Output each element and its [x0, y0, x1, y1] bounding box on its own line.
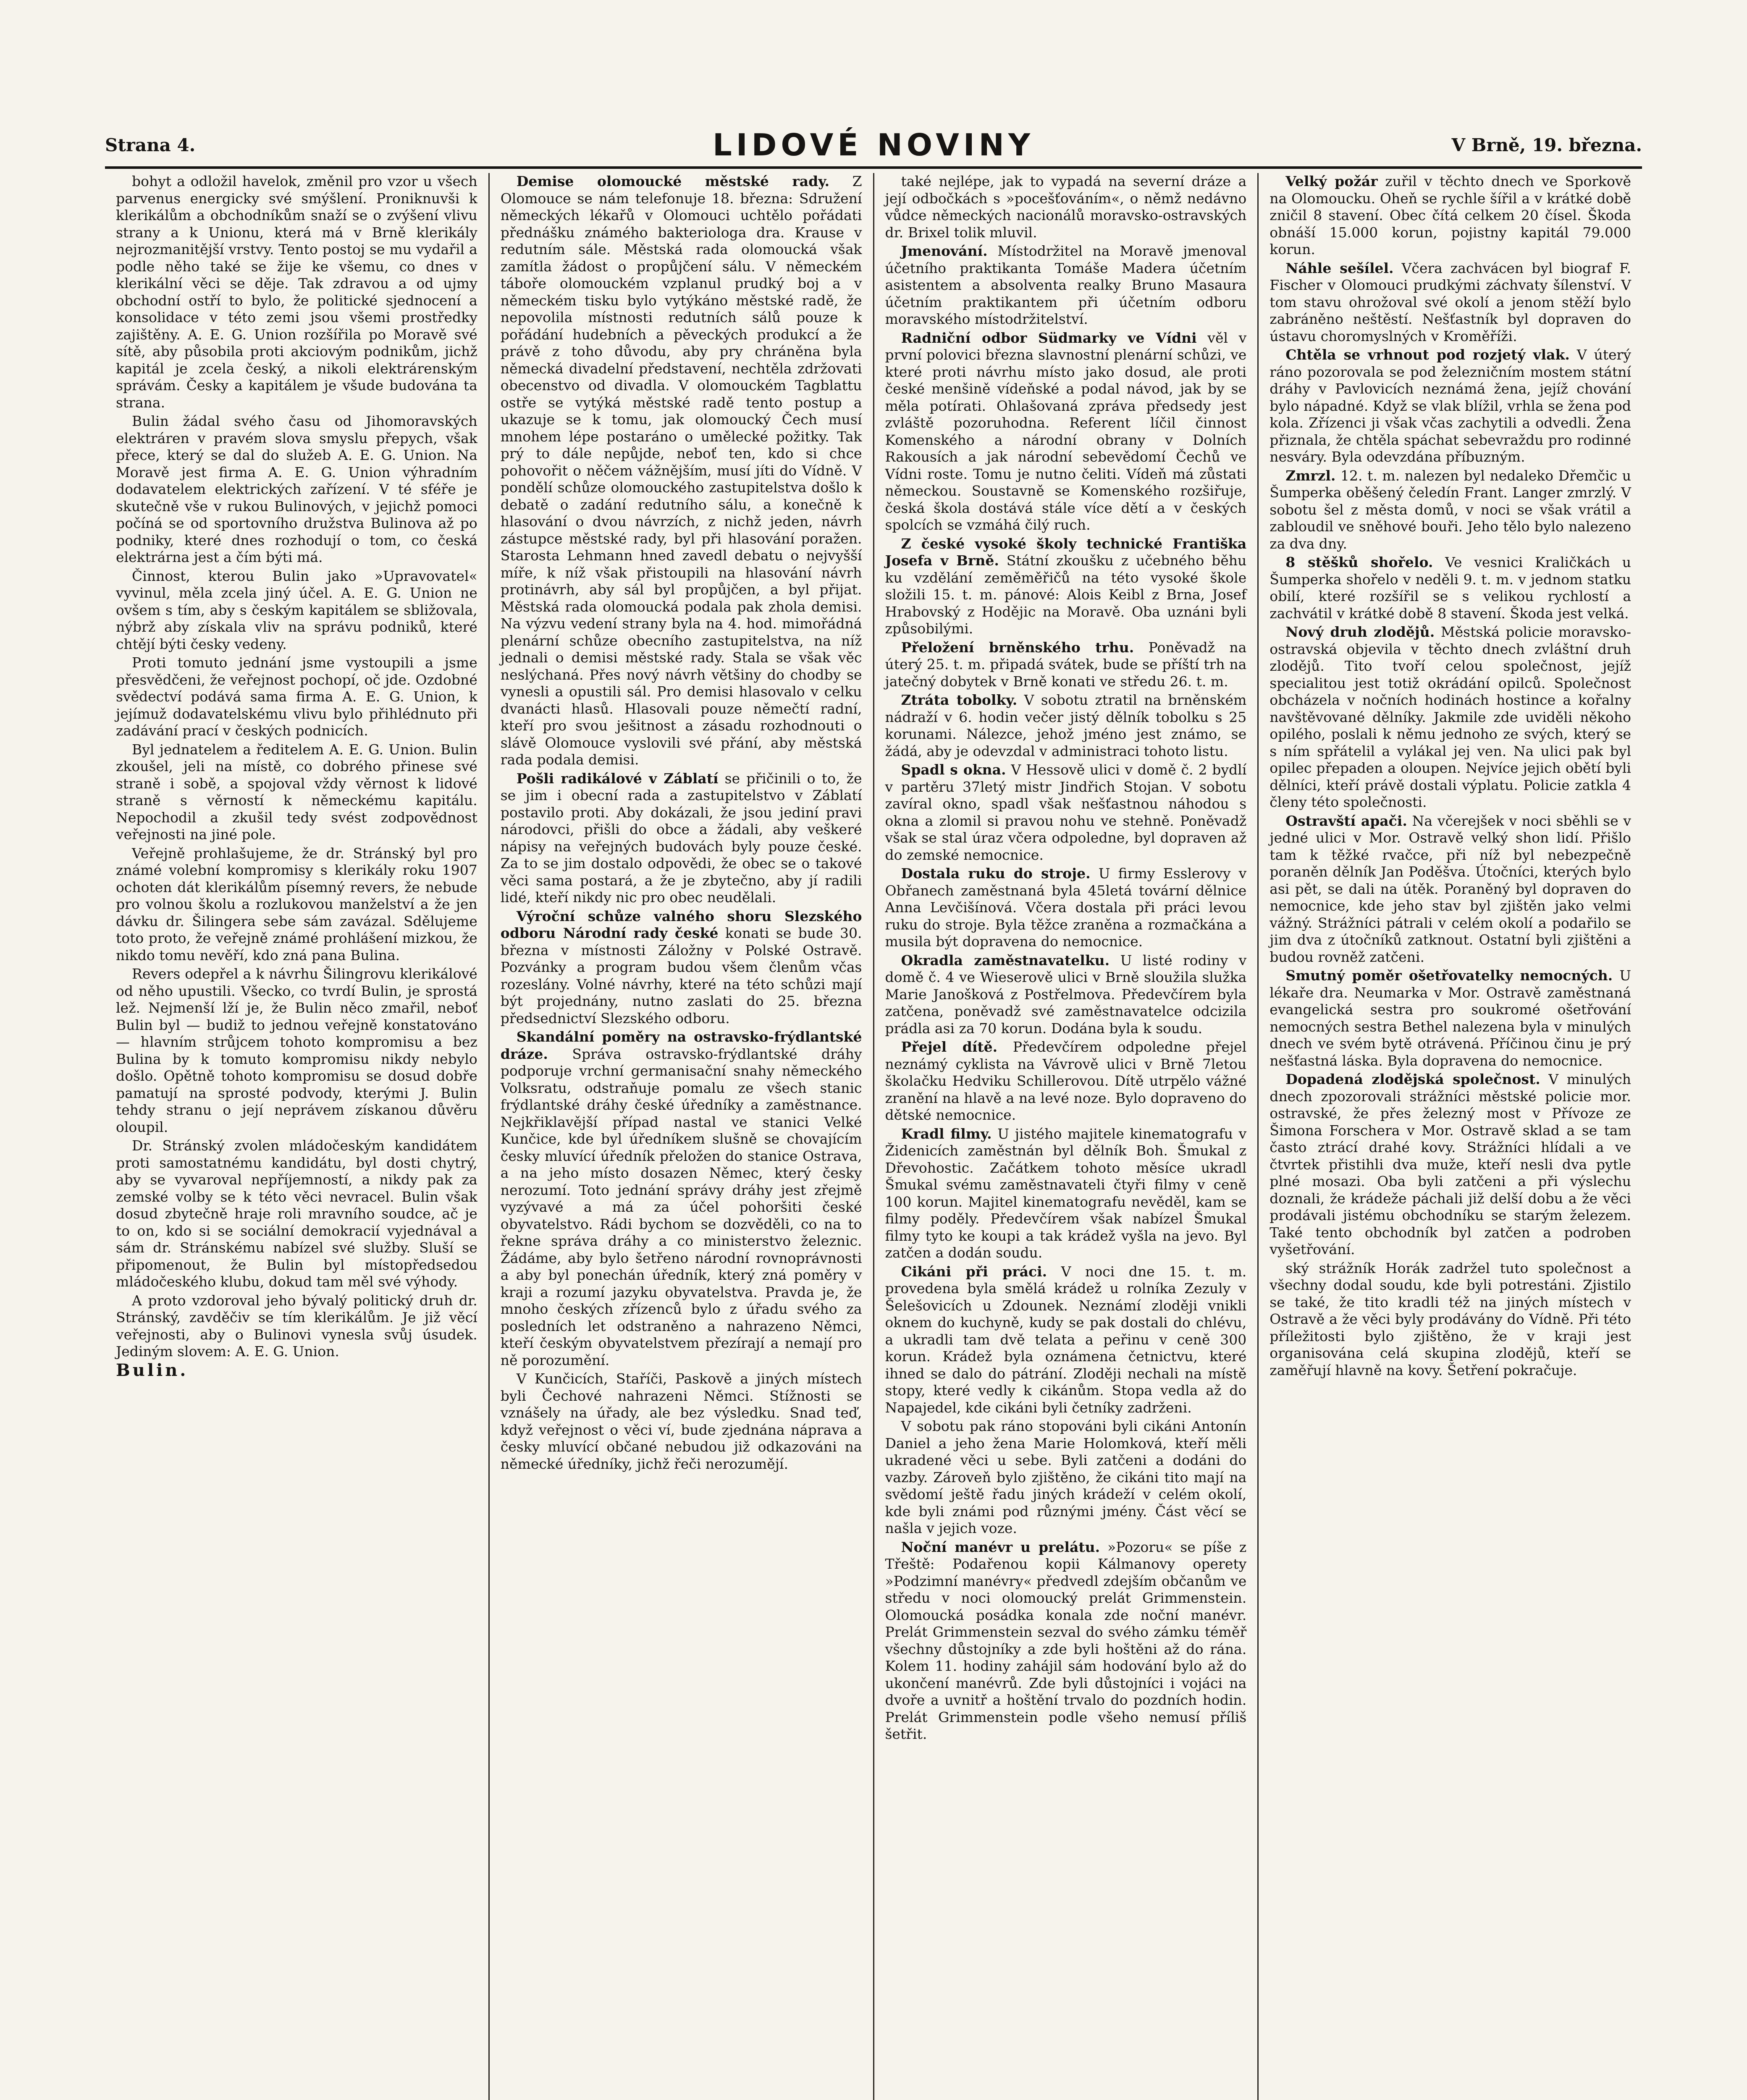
news-item-title: Demise olomoucké městské rady. [516, 173, 830, 189]
news-item [885, 952, 1247, 1037]
news-item-body: Ve vesnici Kraličkách u Šumperka shořelo v neděli 9. t. m. v jednom statku obilí, které rozšířil se s velikou rychlostí a zachvátil v krátké době 8 stavení. Škoda jest velká. [1270, 554, 1631, 622]
news-item-body: ský strážník Horák zadržel tuto společnost a všechny dodal soudu, kde byli potrestáni. Zjistilo se také, že tito kradli též na jiných místech v Ostravě a že věci byly prodávány do Vídně. Při této příležitosti bylo zjištěno, že v kraji jest organisována celá skupina zlodějů, kteří se zaměřují hlavně na kovy. Šetření pokračuje. [1270, 1260, 1631, 1378]
news-item-title: Velký požár [1285, 173, 1378, 189]
column-3 [874, 173, 1259, 2100]
news-item [1270, 624, 1631, 811]
news-item [885, 639, 1247, 690]
news-item [1270, 173, 1631, 258]
header-rule [105, 166, 1642, 169]
news-item-body: Státní zkoušku z učebného běhu ku vzdělání zeměměřičů na této vysoké škole složili 15. t. m. pánové: Alois Keibl z Brna, Josef Hrabovský z Hodějic na Moravě. Oba uznáni byli způsobilými. [885, 552, 1247, 637]
news-item [1270, 967, 1631, 1069]
news-item [885, 1126, 1247, 1262]
news-item-body: Předevčírem odpoledne přejel neznámý cyklista na Vávrově ulici v Brně 7letou školačku Hedviku Schillerovou. Dítě utrpělo vážné zranění na hlavě a na levé noze. Bylo dopraveno do dětské nemocnice. [885, 1039, 1247, 1123]
news-item [1270, 467, 1631, 553]
news-item-body: U firmy Esslerovy v Obřanech zaměstnaná byla 45letá tovární dělnice Anna Levčišínová. Včera dostala při práci levou ruku do stroje. Byla těžce zraněna a rozmačkána a musila být dopravena do nemocnice. [885, 865, 1247, 950]
news-item-body: Správa ostravsko-frýdlantské dráhy podporuje vrchní germanisační snahy německého Volksratu, odstraňuje pomalu ze všech stanic frýdlantské dráhy české úředníky a zaměstnance. Nejkřiklavější případ nastal ve stanici Velké Kunčice, kde byl úředníkem slušně se chovajícím česky mluvící úředník přeložen do stanice Ostrava, a na jeho místo dosazen Němec, který česky nerozumí. Toto jednání správy dráhy jest zřejmě vyzývavé a má za účel pohoršiti české obyvatelstvo. Rádi bychom se dozvěděli, co na to řekne správa dráhy a co ministerstvo železnic. Žádáme, aby bylo šetřeno národní rovnoprávnosti a aby byl ponechán úředník, který zná poměry v kraji a rozumí jazyku obyvatelstva. Pravda je, že mnoho českých zřízenců bylo z úřadu svého za posledních let odstraněno a nahrazeno Němci, kteří českým obyvatelstvem přezírají a nemají pro ně porozumění. [500, 1045, 862, 1368]
news-item-body: také nejlépe, jak to vypadá na severní dráze a její odbočkách s »pocešťováním«, o němž nedávno vůdce německých nacionálů moravsko-ostravských dr. Brixel tolik mluvil. [885, 173, 1247, 241]
paragraph: Dr. Stránský zvolen mládočeským kandidátem proti samostatnému kandidátu, byl dosti chytrý, aby se vyvaroval nepříjemností, a nikdy pak za zemské volby se k této věci nevracel. Bulin však dosud zbytečně hraje roli mravního soudce, ač je to on, kdo si se sociální demokracií vyjednával a sám dr. Stránskému nabízel své služby. Sluší se připomenout, že Bulin byl místopředsedou mládočeského klubu, dokud tam měl své výhody. [116, 1137, 477, 1290]
news-item-body: U lékaře dra. Neumarka v Mor. Ostravě zaměstnaná evangelická sestra pro soukromé ošetřování nemocných sestra Bethel nalezena byla v minulých dnech ve svém bytě otrávená. Příčinou činu je prý nešťastná láska. Byla dopravena do nemocnice. [1270, 967, 1631, 1069]
news-item-title: Přeložení brněnského trhu. [901, 639, 1134, 656]
news-item [885, 692, 1247, 760]
news-item [1270, 813, 1631, 966]
news-item-body: Městská policie moravsko-ostravská objevila v těchto dnech zvláštní druh zlodějů. Tito tvoří celou společnost, jejíž specialitou jest totiž okrádání opilců. Společnost obcházela v nočních hodinách hostince a kořalny navštěvované dělníky. Jakmile zde uviděli někoho opilého, poslali k němu jednoho ze svých, který se s ním spřátelil a vylákal jej ven. Na ulici pak byl opilec přepaden a oloupen. Nejvíce jejich obětí byli dělníci, kteří právě dostali výplatu. Policie zatkla 4 členy této společnosti. [1270, 624, 1631, 810]
paragraph: Revers odepřel a k návrhu Šilingrovu klerikálové od něho upustili. Všecko, co tvrdí Bulin, je sprostá lež. Nejmenší lží je, že Bulin něco zmařil, neboť Bulin byl — budiž to jednou veřejně konstatováno — hlavním strůjcem tohoto kompromisu a bez Bulina by k tomuto kompromisu nikdy nebylo došlo. Opětně tohoto kompromisu se dosud dobře pamatují na sprosté podvody, kterými J. Bulin tehdy stranu o její neprávem získanou důvěru oloupil. [116, 966, 477, 1135]
news-item-title: Okradla zaměstnavatelku. [901, 952, 1110, 969]
news-item-title: Spadl s okna. [901, 761, 1006, 778]
news-item [501, 173, 862, 769]
news-item-title: Kradl filmy. [901, 1125, 992, 1142]
news-item [885, 1263, 1247, 1417]
news-item-title: Dostala ruku do stroje. [901, 865, 1091, 882]
news-item-title: Z české vysoké školy technické Františka Josefa v Brně. [885, 535, 1247, 569]
paragraph: Byl jednatelem a ředitelem A. E. G. Union. Bulin zkoušel, jeli na místě, co dobrého přinese své straně i sobě, a spojoval vždy věrnost k lidové straně s věrností k německému kapitálu. Nepochodil a zkušil tedy svést zodpovědnost veřejnosti na jiné pole. [116, 741, 477, 843]
news-item-body: V sobotu ztratil na brněnském nádraží v 6. hodin večer jistý dělník tobolku s 25 korunami. Nálezce, jehož jméno jest známo, se žádá, aby je odevzdal v administraci tohoto listu. [885, 692, 1247, 759]
news-item-body: Místodržitel na Moravě jmenoval účetního praktikanta Tomáše Madera účetním asistentem a absolventa realky Bruno Masaura účetním praktikantem při účetním odboru moravského místodržitelství. [885, 243, 1247, 327]
article-columns [105, 173, 1642, 2100]
news-item [885, 1539, 1247, 1743]
news-item-title: Ztráta tobolky. [901, 692, 1018, 708]
page-number: Strana 4. [105, 134, 196, 155]
paragraph: Proti tomuto jednání jsme vystoupili a jsme přesvědčeni, že veřejnost pochopí, oč jde. Ozdobné svědectví podává sama firma A. E. G. Union, k jejímuž dodavatelskému vlivu bylo přihlédnuto při zadávání prací v českých podnicích. [116, 654, 477, 739]
news-item-title: 8 stěšků shořelo. [1285, 554, 1433, 570]
news-item [885, 330, 1247, 534]
news-item-title: Jmenování. [901, 243, 988, 259]
news-item [1270, 554, 1631, 622]
column-4 [1259, 173, 1642, 2100]
news-item-body: »Pozoru« se píše z Třeště: Podařenou kopii Kálmanovy operety »Podzimní manévry« předvedl zdejším občanům ve středu v noci olomoucký prelát Grimmenstein. Olomoucká posádka konala zde noční manévr. Prelát Grimmenstein sezval do svého zámku téměř všechny důstojníky a zde byli hoštěni až do rána. Kolem 11. hodiny zahájil sám hodování bylo až do ukončení manévrů. Zde byli důstojníci i vojáci na dvoře a uvnitř a hoštění trvalo do pozdních hodin. Prelát Grimmenstein podle všeho nemusí příliš šetřit. [885, 1538, 1247, 1742]
news-item [501, 770, 862, 906]
signature: Bulin. [116, 1360, 189, 1380]
issue-date: V Brně, 19. března. [1451, 134, 1642, 155]
news-item-title: Ostravští apači. [1285, 812, 1407, 829]
masthead: LIDOVÉ NOVINY [712, 127, 1035, 163]
news-item-body: Poněvadž na úterý 25. t. m. připadá svátek, bude se příští trh na jatečný dobytek v Brně konati ve středu 26. t. m. [885, 639, 1247, 690]
news-item [885, 865, 1247, 950]
news-item-title: Pošli radikálové v Záblatí [516, 770, 719, 787]
news-item-body: 12. t. m. nalezen byl nedaleko Dřemčic u Šumperka oběšený čeledín Frant. Langer zmrzlý. V sobotu šel z města domů, v noci se však vrátil a zabloudil ve sněhové bouři. Jeho tělo bylo nalezeno za dva dny. [1270, 467, 1631, 552]
news-item-body: konati se bude 30. března v místnosti Záložny v Polské Ostravě. Pozvánky a program budou všem členům včas rozeslány. Volné návrhy, které na této schůzi mají být projednány, nutno zaslati do 25. března předsednictví Slezského odboru. [500, 925, 862, 1026]
paragraph: A proto vzdoroval jeho bývalý politický druh dr. Stránský, zavděčiv se tím klerikálům. Je již věcí veřejnosti, aby o Bulinovi vynesla svůj úsudek. Jediným slovem: A. E. G. Union. [116, 1292, 477, 1360]
news-item [1270, 1071, 1631, 1258]
news-item-body: V Hessově ulici v domě č. 2 bydlí v partěru 37letý mistr Jindřich Stojan. V sobotu zavíral okno, spadl však nešťastnou náhodou s okna a zlomil si pravou nohu ve stehně. Poněvadž však se stal úraz včera odpoledne, byl dopraven až do zemské nemocnice. [885, 761, 1247, 863]
news-item-title: Noční manévr u prelátu. [901, 1538, 1100, 1555]
news-item-body: V minulých dnech zpozorovali strážníci městské policie mor. ostravské, že přes železný most v Přívoze ze Šimona Forschera v Mor. Ostravě sklad a se tam často ztrácí drahé kovy. Strážníci hlídali a ve čtvrtek přistihli dva muže, kteří nesli dva pytle plné mosazi. Oba byli zatčeni a při výslechu doznali, že krádeže páchali již delší dobu a že věci prodávali jistému obchodníku se starým železem. Také tento obchodník byl zatčen a podroben vyšetřování. [1270, 1071, 1631, 1257]
news-item-body: Včera zachvácen byl biograf F. Fischer v Olomouci prudkými záchvaty šílenství. V tom stavu ohrožoval své okolí a jenom stěží bylo zabráněno neštěstí. Nešťastník byl dopraven do ústavu choromyslných v Kroměříži. [1270, 260, 1631, 344]
news-item-title: Nový druh zlodějů. [1285, 624, 1435, 640]
news-item-body: U jistého majitele kinematografu v Židenicích zaměstnán byl dělník Boh. Šmukal z Dřevohostic. Začátkem tohoto měsíce ukradl Šmukal svému zaměstnavateli čtyři filmy v ceně 100 korun. Majitel kinematografu nevěděl, kam se filmy poděly. Předevčírem však nabízel Šmukal filmy tyto ke koupi a tak krádež vyšla na jevo. Byl zatčen a dodán soudu. [885, 1125, 1247, 1261]
news-item [885, 243, 1247, 328]
news-item-body: Na včerejšek v noci sběhli se v jedné ulici v Mor. Ostravě velký shon lidí. Přišlo tam k těžké rvačce, při níž byl nebezpečně poraněn dělník Jan Poděšva. Útočníci, kterých bylo asi pět, se dali na útěk. Poraněný byl dopraven do nemocnice, kde jeho stav byl zjištěn jako velmi vážný. Strážníci pátrali v celém okolí a podařilo se jim dva z útočníků zatknout. Ostatní byli zjištěni a budou rovněž zatčeni. [1270, 812, 1631, 965]
paragraph: Bulin žádal svého času od Jihomoravských elektráren v pravém slova smyslu přepych, však přece, který se dal do služeb A. E. G. Union. Na Moravě jest firma A. E. G. Union výhradním dodavatelem elektrických zařízení. V té sféře je skutečně vše v rukou Bulinových, v jejichž pomoci počíná se od sportovního družstva Bulinova až po podniky, které dnes rozhodují o tom, co česká elektrárna jest a čím býti má. [116, 413, 477, 565]
news-item [885, 1418, 1247, 1537]
news-item-title: Smutný poměr ošetřovatelky nemocných. [1285, 967, 1613, 984]
news-item-title: Skandální poměry na ostravsko-frýdlantské dráze. [500, 1029, 862, 1062]
news-item-body: V úterý ráno pozorovala se pod železničním mostem státní dráhy v Pavlovicích neznámá žena, jejíž chování bylo nápadné. Když se vlak blížil, vrhla se žena pod kola. Zřízenci ji však včas zachytili a odvedli. Žena přiznala, že chtěla spáchat sebevraždu pro rodinné nesváry. Byla odevzdána příbuzným. [1270, 346, 1631, 465]
paragraph: Veřejně prohlašujeme, že dr. Stránský byl pro známé volební kompromisy s klerikály roku 1907 ochoten dát klerikálům písemný revers, že nebude pro volnou školu a rozlukovou manželství a že jen dávku dr. Šilingera sebe sám zavázal. Sdělujeme toto proto, že veřejně známé prohlášení mizkou, že nikdo tomu nevěří, kdo zná pana Bulina. [116, 845, 477, 963]
news-item-body: V noci dne 15. t. m. provedena byla smělá krádež u rolníka Zezuly v Šelešovicích u Zdounek. Neznámí zloději vnikli oknem do kuchyně, kudy se pak dostali do chlévu, a ukradli tam dvě telata a peřinu v ceně 300 korun. Krádež byla oznámena četnictvu, které ihned se dalo do pátrání. Zloději nechali na místě stopy, které vedly k cikánům. Stopa vedla až do Napajedel, kde cikáni byli četníky zadrženi. [885, 1263, 1247, 1416]
news-item [1270, 260, 1631, 345]
news-item [501, 1029, 862, 1369]
news-item-title: Dopadená zlodějská společnost. [1285, 1071, 1540, 1087]
paragraph: Činnost, kterou Bulin jako »Upravovatel« vyvinul, měla zcela jiný účel. A. E. G. Union ne ovšem s tím, aby s českým kapitálem se sbližovala, nýbrž aby získala vliv na správu podniků, které chtějí býti česky vedeny. [116, 567, 477, 652]
news-item [885, 761, 1247, 864]
news-item [885, 1039, 1247, 1124]
news-item [885, 536, 1247, 638]
news-item [501, 1370, 862, 1473]
news-item-body: zuřil v těchto dnech ve Sporkově na Olomoucku. Oheň se rychle šířil a v krátké době zničil 8 stavení. Obec čítá celkem 20 čísel. Škoda obnáší 15.000 korun, pojistny kapitál 79.000 korun. [1270, 173, 1631, 257]
news-item-body: Z Olomouce se nám telefonuje 18. března: Sdružení německých lékařů v Olomouci uchtělo pořádati přednášku známého bakteriologa dra. Krause v redutním sále. Městská rada olomoucká však zamítla žádost o propůjčení sálu. V německém táboře olomouckém vzplanul prudký boj a v německém tisku bylo vytýkáno městské radě, že nepovolila místnosti redutních sálů pouze k pořádání hudebních a pěveckých produkcí a že právě z toho důvodu, aby pry chráněna byla německá divadelní představení, nechtěla zdržovati obecenstvo od divadla. V olomouckém Tagblattu ostře se vytýká městské radě tento postup a ukazuje se k tomu, jak olomoucký Čech musí mnohem lépe postaráno o umělecké požitky. Tak prý to dále nepůjde, neboť ten, kdo si chce pohovořit o něčem vážnějším, musí jíti do Vídně. V pondělí schůze olomouckého zastupitelstva došlo k debatě o zadání redutního sálu, a konečně k hlasování o dvou návrzích, z nichž jeden, návrh zástupce městské rady, byl při hlasování poražen. Starosta Lehmann hned zavedl debatu o nejvyšší míře, k níž však přistoupili na hlasování návrh protinávrh, aby sál byl propůjčen, a byl přijat. Městská rada olomoucká podala pak zhola demisi. Na výzvu vedení strany byla na 4. hod. mimořádná plenární schůze obecního zastupitelstva, na níž jednali o demisi městské rady. Stala se však věc neslýchaná. Přes nový návrh většiny do chodby se vynesli a opustili sál. Pro demisi hlasovalo v celku dvanácti hlasů. Hlasovali pouze němečtí radní, kteří pro svou ješitnost a zásadu rozhodnouti o slávě Olomouce vyslovili své přání, aby městská rada podala demisi. [500, 173, 862, 768]
news-item-title: Radniční odbor Südmarky ve Vídni [901, 329, 1197, 346]
news-item-title: Cikáni při práci. [901, 1263, 1047, 1280]
news-item-title: Výroční schůze valného shoru Slezského odboru Národní rady české [500, 908, 862, 941]
news-item-body: U listé rodiny v domě č. 4 ve Wieserově ulici v Brně sloužila služka Marie Janošková z Postřelmova. Předevčírem byla zatčena, poněvadž své zaměstnavatelce odcizila prádla asi za 70 korun. Dodána byla k soudu. [885, 952, 1247, 1037]
paragraph: bohyt a odložil havelok, změnil pro vzor u všech parvenus energicky své smýšlení. Proniknuvši k klerikálům a obchodníkům snaží se o zvýšení vlivu strany a k Unionu, která má v Brně klerikály nejrozmanitější vrstvy. Tento postoj se mu vydařil a podle něho také se žije ke všemu, co dnes v klerikální věci se děje. Tak zdravou a od ujmy obchodní ostří to bylo, že politické sjednocení a konsolidace v této zemi jsou všemi prostředky zajištěny. A. E. G. Union rozšířila po Moravě své sítě, aby působila proti akciovým podnikům, jichž kapitál je zcela český, a nikoli elektrárenským správám. Česky a kapitálem je všude budována ta strana. [116, 173, 477, 411]
news-item-body: V sobotu pak ráno stopováni byli cikáni Antonín Daniel a jeho žena Marie Holomková, kteří měli ukradené věci u sebe. Byli zatčeni a dodáni do vazby. Zároveň bylo zjištěno, že cikáni tito mají na svědomí ještě řadu jiných krádeží v celém okolí, kde byli známi pod různými jmény. Část věcí se našla v jejich voze. [885, 1418, 1247, 1536]
news-item-body: V Kunčicích, Staříči, Paskově a jiných místech byli Čechové nahrazeni Němci. Stížnosti se vznášely na úřady, ale bez výsledku. Snad teď, když veřejnost o věci ví, bude zjednána náprava a česky mluvící občané nebudou již odkazováni na německé úředníky, jichž řeči nerozumějí. [500, 1370, 862, 1472]
news-item-title: Přejel dítě. [901, 1039, 998, 1055]
news-item-body: věl v první polovici března slavnostní plenární schůzi, ve které proti návrhu místo jako dosud, ale proti české menšině vídeňské a podal návod, jak by se měla potírati. Ohlašovaná zpráva předsedy jest zvláště pozoruhodna. Referent líčil činnost Komenského a národní obrany v Dolních Rakousích a jak národní sebevědomí Čechů ve Vídni roste. Tomu je nutno čeliti. Vídeň má zůstati německou. Soustavně se Komenského rozšiřuje, česká škola dostává stále více dětí a v českých spolcích se vzmáhá čilý ruch. [885, 329, 1247, 533]
news-item [885, 173, 1247, 241]
news-item [1270, 1260, 1631, 1379]
column-1 [105, 173, 490, 2100]
news-item-title: Chtěla se vrhnout pod rozjetý vlak. [1285, 346, 1570, 363]
news-item [501, 908, 862, 1027]
news-item-title: Náhle sešílel. [1285, 260, 1394, 276]
news-item [1270, 346, 1631, 466]
news-item-body: se přičinili o to, že se jim i obecní rada a zastupitelstvo v Záblatí postavilo proti. Aby dokázali, že jsou jediní pravi národovci, přišli do obce a žádali, aby veškeré nápisy na veřejných budovách byly pouze české. Za to se jim dostalo odpovědi, že obec se o takové věci sama postará, a že je zbytečno, aby jí radili lidé, kteří nikdy nic pro obec neudělali. [500, 770, 862, 906]
column-2 [490, 173, 874, 2100]
news-item-title: Zmrzl. [1285, 467, 1336, 484]
page-header [105, 126, 1642, 164]
